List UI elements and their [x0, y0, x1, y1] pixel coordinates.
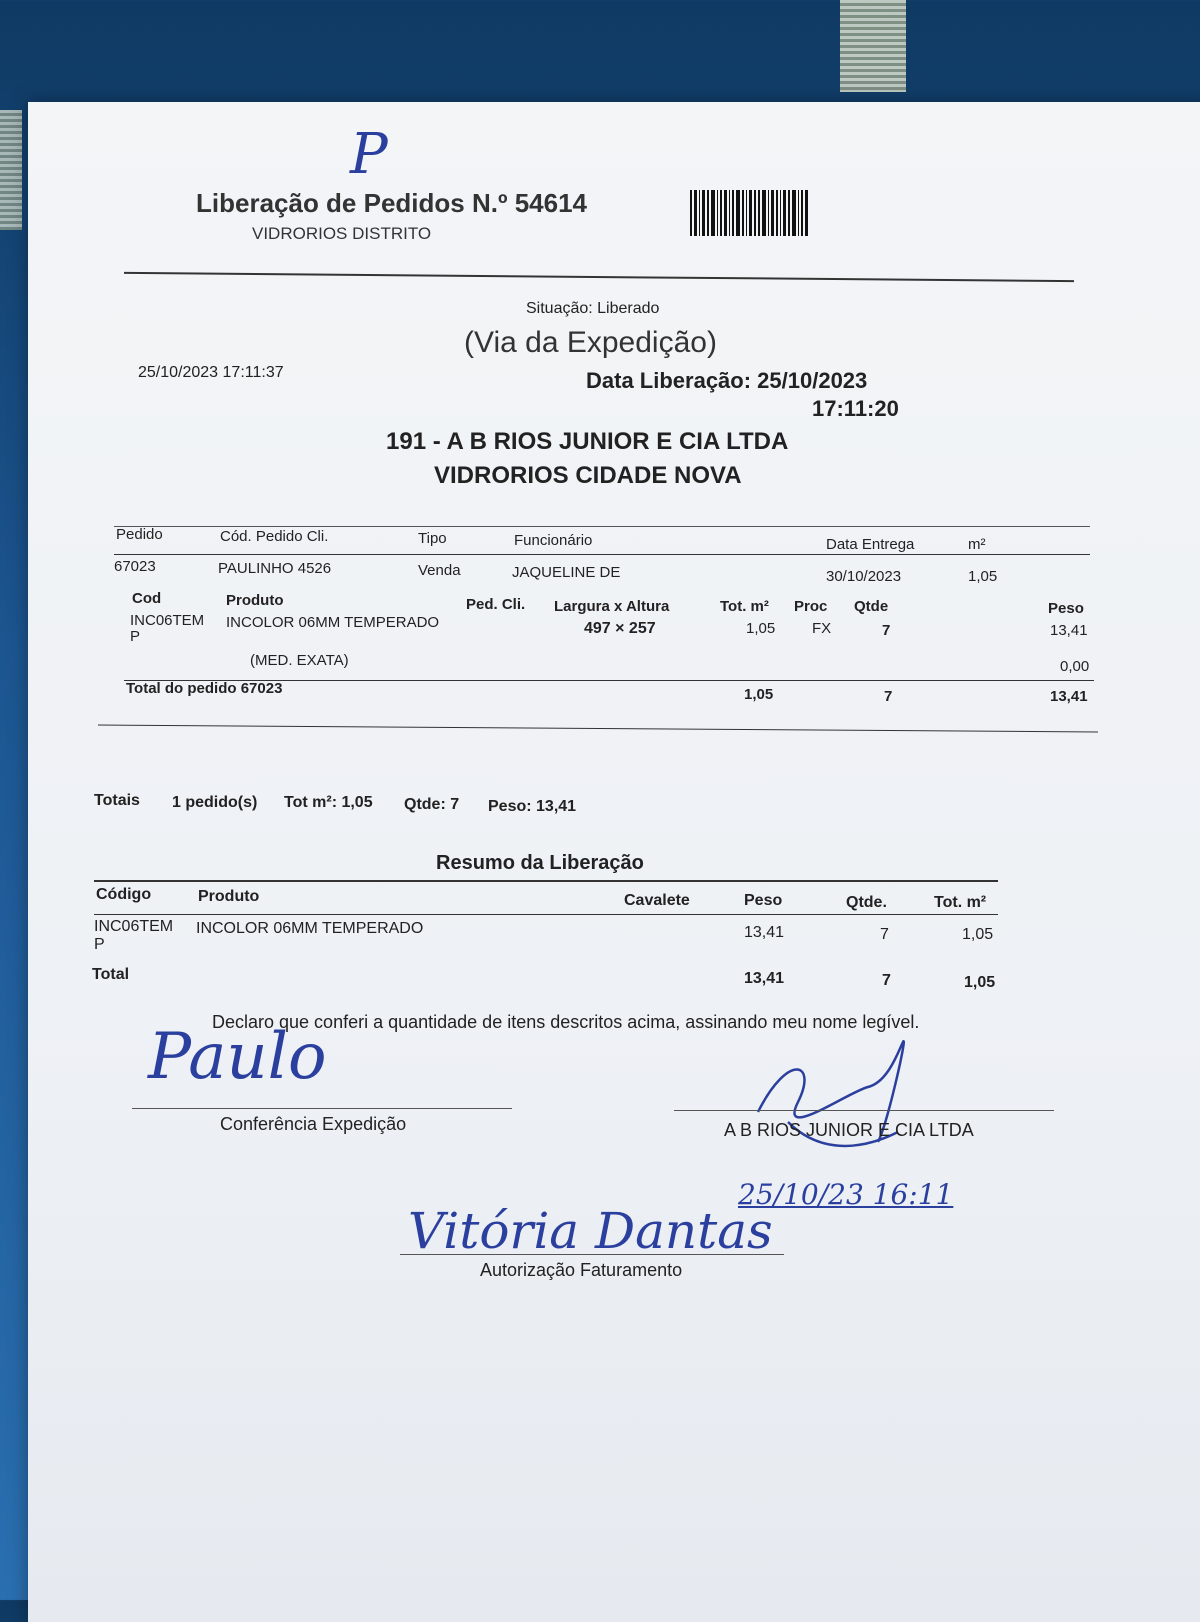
- resumo-top-rule: [94, 880, 998, 882]
- val-tipo: Venda: [418, 562, 461, 579]
- signature-line-bottom: [400, 1254, 784, 1255]
- item-tot-m2: 1,05: [746, 620, 776, 637]
- client-name: 191 - A B RIOS JUNIOR E CIA LTDA: [386, 428, 789, 455]
- col-data-entrega: Data Entrega: [826, 536, 915, 553]
- signature-label-left: Conferência Expedição: [220, 1114, 407, 1134]
- item-col-peso: Peso: [1048, 600, 1084, 617]
- resumo-produto: INCOLOR 06MM TEMPERADO: [196, 920, 424, 937]
- totais-pedidos: 1 pedido(s): [172, 794, 258, 811]
- resumo-col-codigo: Código: [96, 886, 152, 903]
- order-end-rule: [98, 725, 1098, 733]
- resumo-total-m2: 1,05: [964, 974, 996, 991]
- val-m2: 1,05: [968, 568, 998, 585]
- status-text: Situação: Liberado: [526, 300, 660, 317]
- item-note-peso: 0,00: [1060, 658, 1090, 675]
- item-produto: INCOLOR 06MM TEMPERADO: [226, 614, 440, 631]
- totais-label: Totais: [94, 792, 140, 809]
- order-top-rule: [114, 526, 1090, 527]
- item-note: (MED. EXATA): [250, 652, 349, 669]
- document-title: Liberação de Pedidos N.º 54614: [196, 188, 587, 218]
- handwritten-mark: P: [350, 122, 388, 187]
- item-col-ped-cli: Ped. Cli.: [466, 596, 526, 613]
- signature-label-right: A B RIOS JUNIOR E CIA LTDA: [724, 1120, 974, 1140]
- resumo-total-peso: 13,41: [744, 970, 785, 987]
- col-pedido: Pedido: [116, 526, 163, 543]
- barcode: [690, 190, 810, 236]
- totais-tot-m2: Tot m²: 1,05: [284, 794, 373, 811]
- order-total-m2: 1,05: [744, 686, 774, 703]
- val-pedido: 67023: [114, 558, 156, 575]
- signature-conferencia: Paulo: [148, 1020, 327, 1094]
- resumo-total-label: Total: [92, 966, 130, 983]
- resumo-tot-m2: 1,05: [962, 926, 994, 943]
- document-sheet: [28, 102, 1200, 1622]
- resumo-col-qtde: Qtde.: [846, 894, 887, 911]
- signature-company-drawing: [728, 1032, 928, 1182]
- handwritten-date: 25/10/23 16:11: [738, 1178, 954, 1211]
- order-total-qtde: 7: [884, 688, 893, 705]
- val-data-entrega: 30/10/2023: [826, 568, 902, 585]
- item-qtde: 7: [882, 622, 891, 639]
- order-total-label: Total do pedido 67023: [126, 680, 283, 697]
- resumo-col-peso: Peso: [744, 892, 783, 909]
- col-m2: m²: [968, 536, 986, 553]
- val-funcionario: JAQUELINE DE: [512, 564, 621, 581]
- item-cod-line1: INC06TEM: [130, 612, 205, 629]
- resumo-col-produto: Produto: [198, 888, 260, 905]
- background-light-reflection: [840, 0, 906, 92]
- val-cod-pedido-cli: PAULINHO 4526: [218, 560, 332, 577]
- background-light-reflection-left: [0, 110, 22, 230]
- document-subtitle: VIDRORIOS DISTRITO: [252, 224, 432, 243]
- col-cod-pedido-cli: Cód. Pedido Cli.: [220, 528, 329, 545]
- release-date: Data Liberação: 25/10/2023: [586, 368, 868, 393]
- resumo-total-qtde: 7: [882, 972, 891, 989]
- resumo-codigo-line1: INC06TEM: [94, 918, 174, 935]
- signature-line-right: [674, 1110, 1054, 1111]
- signature-autorizacao: Vitória Dantas: [408, 1202, 773, 1260]
- item-dims: 497 × 257: [584, 620, 656, 637]
- item-col-tot-m2: Tot. m²: [720, 598, 769, 615]
- declaration-text: Declaro que conferi a quantidade de itens descritos acima, assinando meu nome legível.: [212, 1012, 920, 1032]
- resumo-header-rule: [94, 914, 998, 915]
- signature-label-bottom: Autorização Faturamento: [480, 1260, 683, 1280]
- col-funcionario: Funcionário: [514, 532, 593, 549]
- item-col-qtde: Qtde: [854, 598, 889, 615]
- header-divider: [124, 272, 1074, 282]
- client-store: VIDRORIOS CIDADE NOVA: [434, 462, 742, 489]
- totais-qtde: Qtde: 7: [404, 796, 460, 813]
- resumo-codigo-line2: P: [94, 936, 105, 953]
- signature-line-left: [132, 1108, 512, 1109]
- item-col-produto: Produto: [226, 592, 284, 609]
- resumo-col-cavalete: Cavalete: [624, 892, 690, 909]
- resumo-col-tot-m2: Tot. m²: [934, 894, 987, 911]
- resumo-qtde: 7: [880, 926, 889, 943]
- item-col-largura-altura: Largura x Altura: [554, 598, 670, 615]
- resumo-peso: 13,41: [744, 924, 785, 941]
- print-timestamp: 25/10/2023 17:11:37: [138, 364, 284, 381]
- col-tipo: Tipo: [418, 530, 447, 547]
- item-proc: FX: [812, 620, 832, 637]
- item-col-proc: Proc: [794, 598, 828, 615]
- resumo-title: Resumo da Liberação: [436, 852, 644, 874]
- via-title: (Via da Expedição): [464, 326, 717, 359]
- item-peso: 13,41: [1050, 622, 1088, 639]
- order-header-rule: [114, 554, 1090, 555]
- item-col-cod: Cod: [132, 590, 162, 607]
- release-time: 17:11:20: [812, 396, 899, 421]
- item-cod-line2: P: [130, 628, 141, 645]
- order-total-peso: 13,41: [1050, 688, 1088, 705]
- totais-peso: Peso: 13,41: [488, 798, 577, 815]
